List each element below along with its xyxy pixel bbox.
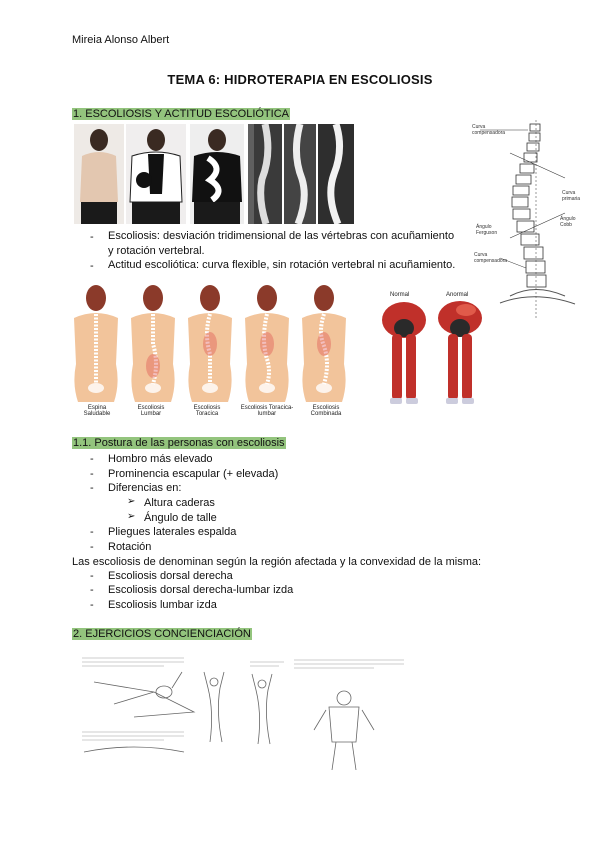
section-2-heading-text: 2. EJERCICIOS CONCIENCIACIÓN xyxy=(73,628,251,640)
bullet-rotation: Rotación xyxy=(108,541,152,553)
sub-bullet-hips: Altura caderas xyxy=(144,497,215,509)
xray-1 xyxy=(248,124,282,224)
label-normal: Normal xyxy=(390,292,410,298)
bullet-dash: - xyxy=(90,260,94,272)
awareness-exercises-figure xyxy=(74,652,414,776)
bullet-shoulder: Hombro más elevado xyxy=(108,453,213,465)
bullet-scapular: Prominencia escapular (+ elevada) xyxy=(108,468,279,480)
bullet-dash: - xyxy=(90,599,94,611)
sub-bullet-waist: Ángulo de talle xyxy=(144,512,217,524)
naming-paragraph: Las escoliosis de denominan según la región afectada y la convexidad de la misma: xyxy=(72,556,482,568)
body-figure-lumbar xyxy=(131,285,175,402)
bullet-dash: - xyxy=(90,541,94,553)
section-1-heading-text: 1. ESCOLIOSIS Y ACTITUD ESCOLIÓTICA xyxy=(73,108,289,120)
label-ferguson-angle: Ángulo Ferguson xyxy=(476,224,498,236)
bullet-dash: - xyxy=(90,231,94,243)
figure-label-thoracic: Escoliosis Toracica xyxy=(193,405,221,417)
section-1-heading xyxy=(72,108,290,120)
arrow-bullet-icon: ➢ xyxy=(127,511,136,522)
figure-label-combined: Escoliosis Combinada xyxy=(310,405,342,417)
bullet-dash: - xyxy=(90,453,94,465)
figure-label-healthy: Espina Saludable xyxy=(83,405,111,417)
arrow-bullet-icon: ➢ xyxy=(127,496,136,507)
bullet-dorsal-right-lumbar-left: Escoliosis dorsal derecha-lumbar izda xyxy=(108,584,294,596)
bullet-lumbar-left: Escoliosis lumbar izda xyxy=(108,599,217,611)
section-1-1-heading-text: 1.1. Postura de las personas con escoliosis xyxy=(73,437,285,449)
figure-label-lumbar: Escoliosis Lumbar xyxy=(137,405,165,417)
bullet-dash: - xyxy=(90,468,94,480)
xray-2 xyxy=(284,124,316,224)
page-title: TEMA 6: HIDROTERAPIA EN ESCOLIOSIS xyxy=(167,72,433,87)
label-primary-curve: Curva primaria xyxy=(562,190,581,202)
author-name: Mireia Alonso Albert xyxy=(72,34,170,46)
back-photo-3 xyxy=(190,124,244,224)
body-figure-thoracolumbar xyxy=(245,285,289,402)
back-photo-1 xyxy=(74,124,124,224)
bullet-dash: - xyxy=(90,584,94,596)
bullet-differences: Diferencias en: xyxy=(108,482,182,494)
label-compensatory-curve-bottom: Curva compensadora xyxy=(474,252,508,264)
xray-3 xyxy=(318,124,354,224)
bullet-dash: - xyxy=(90,526,94,538)
figure-label-thoracolumbar: Escoliosis Toracica-lumbar xyxy=(240,405,294,417)
bullet-scoliotic-attitude: Actitud escoliótica: curva flexible, sin rotación vertebral ni acuñamiento. xyxy=(108,259,456,271)
bullet-dash: - xyxy=(90,482,94,494)
body-figure-thoracic xyxy=(188,285,232,402)
body-figure-combined xyxy=(302,285,346,402)
spine-cobb-diagram xyxy=(470,118,590,323)
bullet-scoliosis-definition: Escoliosis: desviación tridimensional de las vértebras con acuñamiento y rotación vertebral. xyxy=(108,230,455,257)
label-compensatory-curve-top: Curva compensadora xyxy=(472,124,506,136)
label-abnormal: Anormal xyxy=(446,292,469,298)
bullet-dash: - xyxy=(90,570,94,582)
label-cobb-angle: Ángulo Cobb xyxy=(560,216,576,228)
bullet-dorsal-right: Escoliosis dorsal derecha xyxy=(108,570,233,582)
back-photo-2 xyxy=(126,124,186,224)
body-figure-healthy xyxy=(74,285,118,402)
bullet-folds: Pliegues laterales espalda xyxy=(108,526,237,538)
section-2-heading xyxy=(72,628,252,640)
scoliosis-types-figures xyxy=(70,284,370,404)
adams-bend-test-figure xyxy=(376,290,486,410)
section-1-1-heading xyxy=(72,437,286,449)
